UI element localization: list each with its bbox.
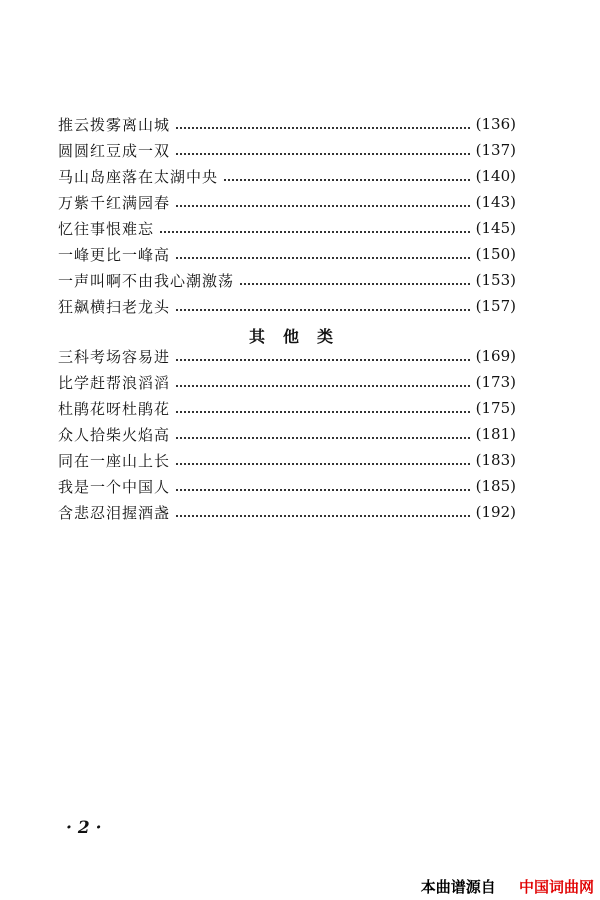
- entry-title: 我是一个中国人: [58, 477, 171, 496]
- dot-leader: [176, 385, 470, 387]
- toc-entry: [58, 370, 516, 394]
- dot-leader: [240, 283, 470, 285]
- page-number: · 2 ·: [66, 818, 102, 838]
- dot-leader: [176, 411, 470, 413]
- toc-entry: [58, 190, 516, 214]
- entry-title: 比学赶帮浪滔滔: [58, 373, 171, 392]
- dot-leader: [160, 231, 470, 233]
- toc-entry: [58, 164, 516, 188]
- entry-page: (137): [475, 141, 516, 159]
- entry-title: 忆往事恨难忘: [58, 219, 155, 238]
- footer-site-link[interactable]: 中国词曲网: [518, 878, 594, 896]
- toc-entry: [58, 396, 516, 420]
- entry-title: 万紫千红满园春: [58, 193, 171, 212]
- dot-leader: [176, 257, 470, 259]
- toc-entry: [58, 448, 516, 472]
- entry-title: 一声叫啊不由我心潮激荡: [58, 271, 235, 290]
- dot-leader: [176, 153, 470, 155]
- toc-entry: [58, 268, 516, 292]
- entry-title: 推云拨雾离山城: [58, 115, 171, 134]
- toc-entry: [58, 422, 516, 446]
- entry-title: 同在一座山上长: [58, 451, 171, 470]
- toc-entry: [58, 112, 516, 136]
- entry-page: (181): [475, 425, 516, 443]
- entry-page: (136): [475, 115, 516, 133]
- dot-leader: [176, 309, 470, 311]
- dot-leader: [176, 127, 470, 129]
- footer-prefix: 本曲谱源自: [420, 878, 496, 896]
- toc-entry: [58, 294, 516, 318]
- entry-page: (153): [475, 271, 516, 289]
- entry-page: (169): [475, 347, 516, 365]
- entry-page: (150): [475, 245, 516, 263]
- dot-leader: [176, 359, 470, 361]
- entry-page: (173): [475, 373, 516, 391]
- entry-page: (185): [475, 477, 516, 495]
- footer-source: [421, 876, 594, 897]
- entry-title: 含悲忍泪握酒盏: [58, 503, 171, 522]
- toc-entry: [58, 500, 516, 524]
- dot-leader: [176, 515, 470, 517]
- entry-page: (145): [475, 219, 516, 237]
- entry-page: (175): [475, 399, 516, 417]
- toc-entry: [58, 474, 516, 498]
- toc-entry: [58, 138, 516, 162]
- section-heading: 其他类: [248, 326, 351, 346]
- dot-leader: [176, 205, 470, 207]
- toc-entry: [58, 216, 516, 240]
- entry-title: 杜鹃花呀杜鹃花: [58, 399, 171, 418]
- entry-title: 三科考场容易进: [58, 347, 171, 366]
- entry-title: 一峰更比一峰高: [58, 245, 171, 264]
- toc-entry: [58, 242, 516, 266]
- entry-title: 马山岛座落在太湖中央: [58, 167, 219, 186]
- dot-leader: [176, 437, 470, 439]
- entry-page: (157): [475, 297, 516, 315]
- dot-leader: [224, 179, 470, 181]
- entry-page: (143): [475, 193, 516, 211]
- entry-page: (140): [475, 167, 516, 185]
- entry-title: 狂飙横扫老龙头: [58, 297, 171, 316]
- entry-title: 圆圆红豆成一双: [58, 141, 171, 160]
- dot-leader: [176, 463, 470, 465]
- toc-entry: [58, 344, 516, 368]
- entry-page: (192): [475, 503, 516, 521]
- entry-title: 众人拾柴火焰高: [58, 425, 171, 444]
- dot-leader: [176, 489, 470, 491]
- entry-page: (183): [475, 451, 516, 469]
